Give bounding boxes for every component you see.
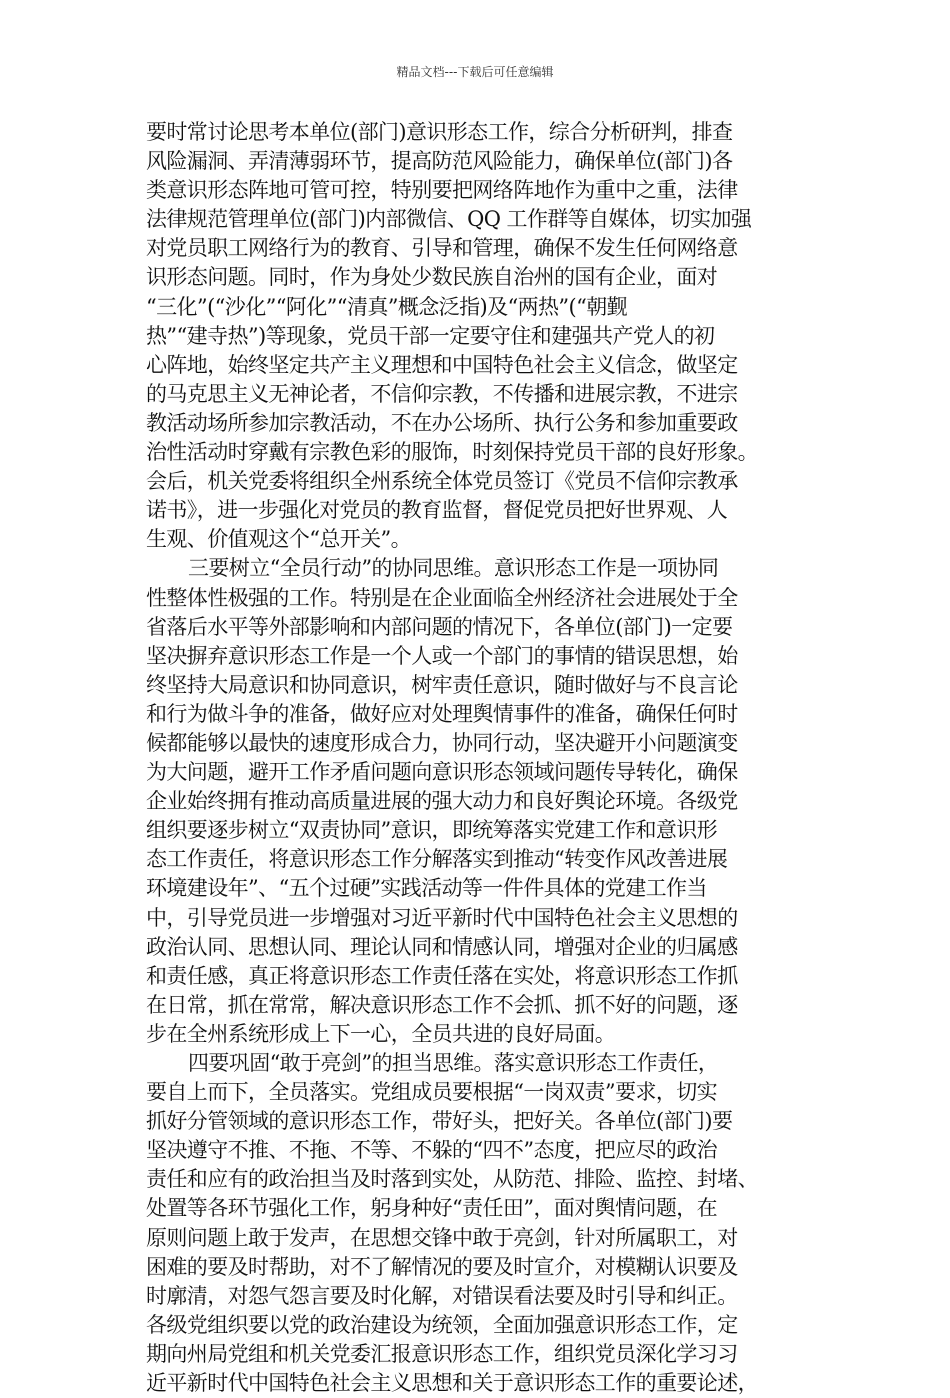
text-line: 和行为做斗争的准备，做好应对处理舆情事件的准备，确保任何时 xyxy=(146,701,738,726)
text-line: “三化”(“沙化”“阿化”“清真”概念泛指)及“两热”(“朝觐 xyxy=(146,294,628,319)
text-line: 识形态问题。同时，作为身处少数民族自治州的国有企业，面对 xyxy=(146,265,718,290)
text-line: 政治认同、思想认同、理论认同和情感认同，增强对企业的归属感 xyxy=(146,934,738,959)
paragraph-start-line: 四要巩固“敢于亮剑”的担当思维。落实意识形态工作责任， xyxy=(188,1051,719,1075)
text-line: 生观、价值观这个“总开关”。 xyxy=(146,527,412,552)
text-line: 和责任感，真正将意识形态工作责任落在实处，将意识形态工作抓 xyxy=(146,963,738,988)
text-line: 企业始终拥有推动高质量进展的强大动力和良好舆论环境。各级党 xyxy=(146,789,738,814)
text-line: 近平新时代中国特色社会主义思想和关于意识形态工作的重要论述， xyxy=(146,1371,758,1396)
text-line: 困难的要及时帮助，对不了解情况的要及时宣介，对模糊认识要及 xyxy=(146,1254,738,1279)
text-line: 治性活动时穿戴有宗教色彩的服饰，时刻保持党员干部的良好形象。 xyxy=(146,440,758,465)
text-line: 环境建设年”、“五个过硬”实践活动等一件件具体的党建工作当 xyxy=(146,876,707,901)
text-line: 候都能够以最快的速度形成合力，协同行动，坚决避开小问题演变 xyxy=(146,730,738,755)
text-line: 处置等各环节强化工作，躬身种好“责任田”，面对舆情问题，在 xyxy=(146,1196,718,1221)
text-line: 责任和应有的政治担当及时落到实处，从防范、排险、监控、封堵、 xyxy=(146,1167,758,1192)
text-line: 步在全州系统形成上下一心，全员共进的良好局面。 xyxy=(146,1021,616,1046)
page-header: 精品文档---下载后可任意编辑 xyxy=(396,65,554,79)
text-line: 期向州局党组和机关党委汇报意识形态工作，组织党员深化学习习 xyxy=(146,1341,738,1366)
text-line: 法律规范管理单位(部门)内部微信、QQ 工作群等自媒体，切实加强 xyxy=(146,207,752,232)
text-line: 抓好分管领域的意识形态工作，带好头，把好关。各单位(部门)要 xyxy=(146,1109,733,1134)
text-line: 类意识形态阵地可管可控，特别要把网络阵地作为重中之重，法律 xyxy=(146,178,738,203)
text-line: 各级党组织要以党的政治建设为统领，全面加强意识形态工作，定 xyxy=(146,1312,738,1337)
text-line: 在日常，抓在常常，解决意识形态工作不会抓、抓不好的问题，逐 xyxy=(146,992,738,1017)
text-line: 教活动场所参加宗教活动，不在办公场所、执行公务和参加重要政 xyxy=(146,410,738,435)
text-line: 态工作责任，将意识形态工作分解落实到推动“转变作风改善进展 xyxy=(146,847,728,872)
text-line: 终坚持大局意识和协同意识，树牢责任意识，随时做好与不良言论 xyxy=(146,672,738,697)
text-line: 会后，机关党委将组织全州系统全体党员签订《党员不信仰宗教承 xyxy=(146,469,738,494)
paragraph-start-line: 三要树立“全员行动”的协同思维。意识形态工作是一项协同 xyxy=(188,556,719,581)
text-line: 要时常讨论思考本单位(部门)意识形态工作，综合分析研判，排查 xyxy=(146,120,733,144)
text-line: 心阵地，始终坚定共产主义理想和中国特色社会主义信念，做坚定 xyxy=(146,352,738,377)
text-line: 风险漏洞、弄清薄弱环节，提高防范风险能力，确保单位(部门)各 xyxy=(146,149,733,174)
text-line: 为大问题，避开工作矛盾问题向意识形态领域问题传导转化，确保 xyxy=(146,760,738,785)
text-line: 时廓清，对怨气怨言要及时化解，对错误看法要及时引导和纠正。 xyxy=(146,1283,738,1308)
text-line: 诺书》，进一步强化对党员的教育监督，督促党员把好世界观、人 xyxy=(146,498,728,523)
text-line: 原则问题上敢于发声，在思想交锋中敢于亮剑，针对所属职工，对 xyxy=(146,1225,738,1250)
text-line: 省落后水平等外部影响和内部问题的情况下，各单位(部门)一定要 xyxy=(146,614,733,639)
text-line: 坚决遵守不推、不拖、不等、不躲的“四不”态度，把应尽的政治 xyxy=(146,1138,718,1163)
document-body xyxy=(146,118,810,1398)
text-line: 的马克思主义无神论者，不信仰宗教，不传播和进展宗教，不进宗 xyxy=(146,381,738,406)
text-line: 热”“建寺热”)等现象，党员干部一定要守住和建强共产党人的初 xyxy=(146,323,715,348)
text-line: 要自上而下，全员落实。党组成员要根据“一岗双责”要求，切实 xyxy=(146,1080,718,1105)
text-line: 性整体性极强的工作。特别是在企业面临全州经济社会进展处于全 xyxy=(146,585,738,610)
text-line: 中，引导党员进一步增强对习近平新时代中国特色社会主义思想的 xyxy=(146,905,738,930)
text-line: 对党员职工网络行为的教育、引导和管理，确保不发生任何网络意 xyxy=(146,236,738,261)
text-line: 组织要逐步树立“双责协同”意识，即统筹落实党建工作和意识形 xyxy=(146,818,718,843)
text-line: 坚决摒弃意识形态工作是一个人或一个部门的事情的错误思想，始 xyxy=(146,643,738,668)
